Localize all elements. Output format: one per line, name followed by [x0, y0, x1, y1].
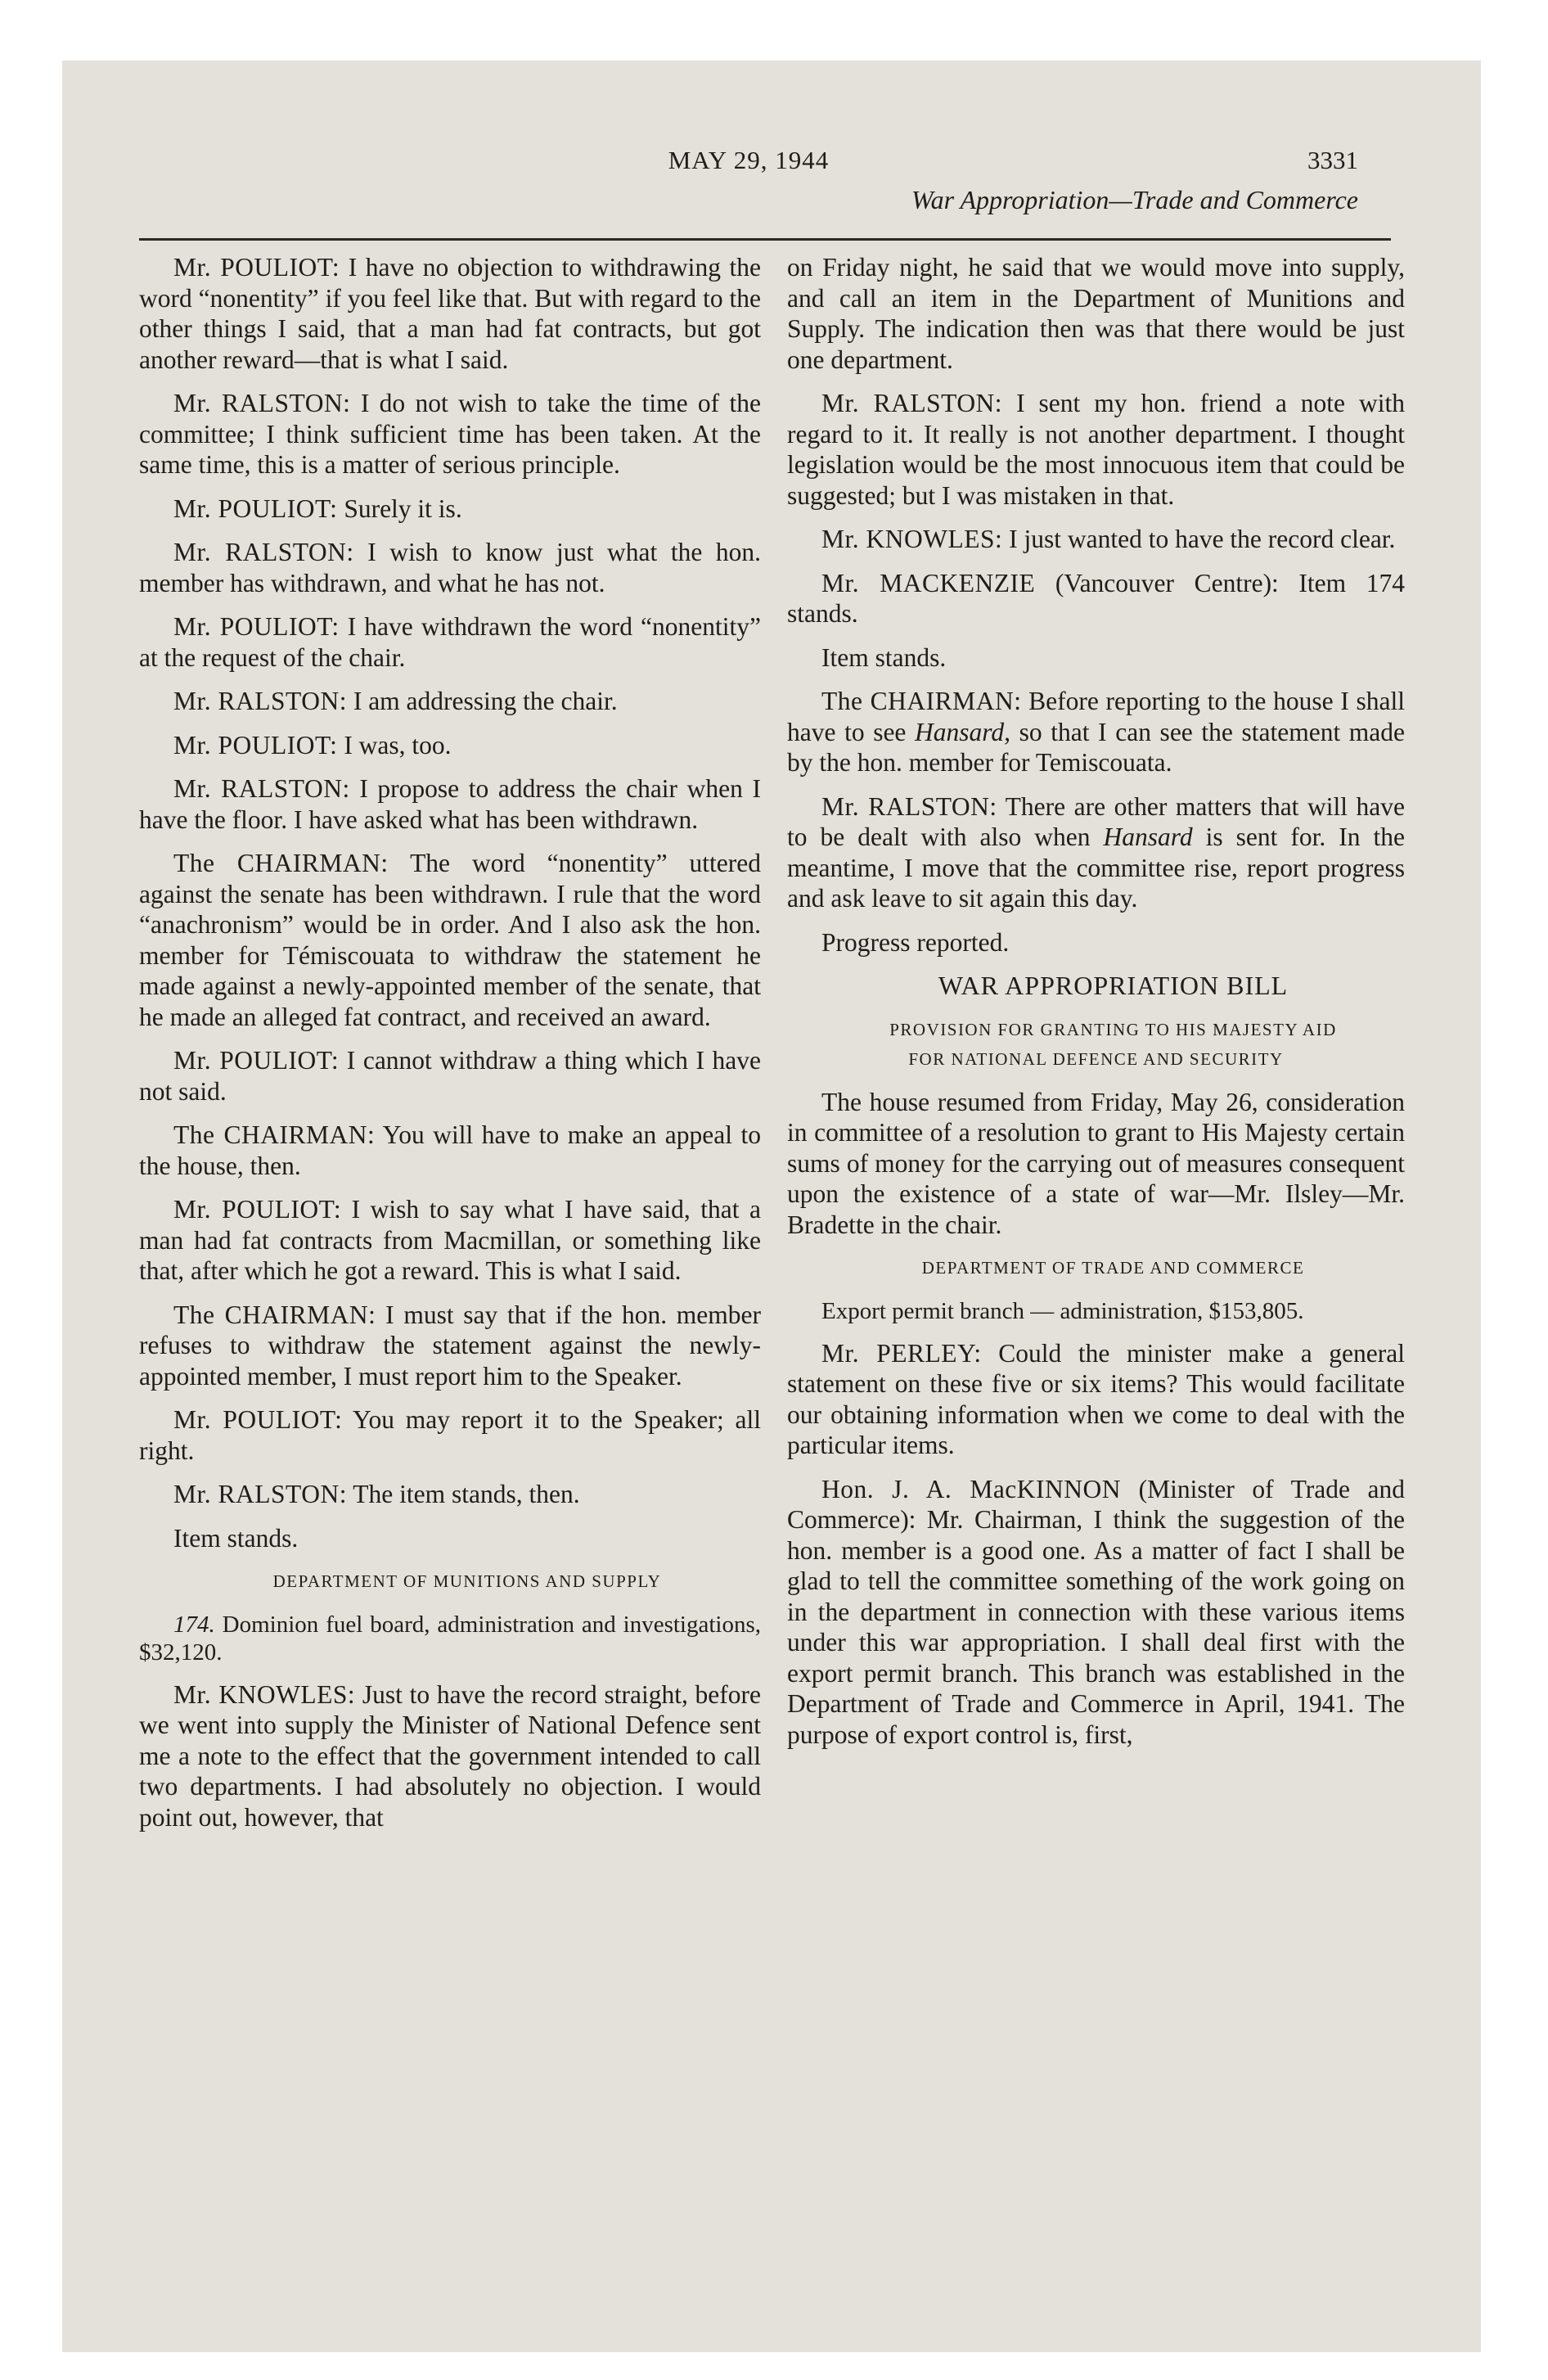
speech-paragraph: [139, 388, 761, 480]
speech-text: I do not wish to take the time of the committee; I think sufficient time has been taken. At the same time, this is a matter of serious principle.: [139, 389, 762, 479]
speaker-name: Mr. PERLEY:: [821, 1338, 982, 1368]
section-heading-trade: DEPARTMENT OF TRADE AND COMMERCE: [921, 1258, 1305, 1278]
speech-paragraph: [787, 388, 1405, 511]
speaker-name: The CHAIRMAN:: [173, 1120, 376, 1149]
speaker-name: Mr. RALSTON:: [173, 538, 354, 566]
speech-text: The word “nonentity” uttered against the senate has been withdrawn. I rule that the word “anachronism” would be in order. And I also ask the hon. member for Témiscouata to withdraw the statement he made against a newly-appointed member of the senate, that he made an alleged fat contract, and received an award.: [139, 849, 761, 1031]
item-text: Dominion fuel board, administration and investigations, $32,120.: [139, 1611, 761, 1666]
bill-subtitle: [787, 1015, 1405, 1074]
bill-subtitle-line2: FOR NATIONAL DEFENCE AND SECURITY: [908, 1048, 1284, 1069]
left-column: [139, 252, 761, 1846]
speech-paragraph: [139, 848, 761, 1032]
bill-intro: The house resumed from Friday, May 26, consideration in committee of a resolution to grant to His Majesty certain sums of money for the carrying out of measures consequent upon the existence of a state of war—Mr. Ilsley—Mr. Bradette in the chair.: [787, 1087, 1405, 1239]
speaker-name: Mr. RALSTON:: [173, 389, 351, 417]
speech-text: I must say that if the hon. member refuses to withdraw the statement against the newly-appointed member, I must report him to the Speaker.: [139, 1300, 762, 1391]
speaker-name: Mr. RALSTON:: [821, 791, 997, 821]
speech-text: I was, too.: [344, 730, 452, 760]
speaker-name: Mr. RALSTON:: [173, 687, 347, 715]
speaker-name: Mr. POULIOT:: [173, 1405, 343, 1434]
speech-text: I have withdrawn the word “nonentity” at the request of the chair.: [139, 612, 762, 672]
speech-text: Could the minister make a general statement on these five or six items? This would facilitate our obtaining information when we come to deal with the particular items.: [787, 1338, 1405, 1459]
speech-text: Item stands.: [821, 642, 947, 672]
speech-text: I wish to say what I have said, that a man had fat contracts from Macmillan, or something like that, after which he got a reward. This is what I said.: [139, 1195, 761, 1285]
speech-paragraph: [787, 252, 1405, 375]
item-number: 174.: [173, 1611, 215, 1638]
left-after-item: [139, 1679, 761, 1833]
italic-term: Hansard,: [915, 717, 1011, 746]
page-header: [139, 146, 1358, 236]
speech-paragraph: [139, 686, 761, 717]
speech-paragraph: [139, 730, 761, 761]
right-paragraphs: [787, 252, 1405, 958]
speaker-name: Mr. MACKENZIE: [821, 568, 1036, 597]
left-paragraphs: [139, 252, 761, 1553]
supply-item-export-permit: Export permit branch — administration, $153,805.: [821, 1297, 1304, 1324]
speech-text-continued: is sent for. In the meantime, I move that the committee rise, report progress and ask leave to sit again this day.: [787, 823, 1406, 913]
speech-text: I cannot withdraw a thing which I have not said.: [139, 1046, 761, 1106]
speaker-name: Mr. RALSTON:: [173, 1480, 347, 1508]
speech-paragraph: [787, 686, 1405, 778]
speech-text: Just to have the record straight, before we went into supply the Minister of National Defence sent me a note to the effect that the government intended to call two departments. I had absolutely no objection. I would point out, however, that: [139, 1679, 761, 1832]
speech-paragraph: [139, 611, 761, 673]
speech-text: on Friday night, he said that we would move into supply, and call an item in the Department of Munitions and Supply. The indication then was that there would be just one department.: [787, 253, 1405, 374]
speech-paragraph: [787, 927, 1405, 958]
speech-paragraph: [139, 1300, 761, 1392]
speaker-name: Hon. J. A. MacKINNON: [821, 1474, 1122, 1503]
bill-subtitle-line1: PROVISION FOR GRANTING TO HIS MAJESTY AID: [889, 1019, 1337, 1039]
italic-term: Hansard: [1103, 823, 1193, 851]
speech-paragraph: [787, 568, 1405, 629]
speech-text: You will have to make an appeal to the house, then.: [139, 1120, 761, 1180]
speech-text: I sent my hon. friend a note with regard to it. It really is not another department. I thought legislation would be the most innocuous item that could be suggested; but I was mistaken in that.: [787, 389, 1406, 510]
header-date: MAY 29, 1944: [668, 146, 830, 174]
right-column: [787, 252, 1405, 1763]
speech-paragraph: [139, 1479, 761, 1510]
speaker-name: Mr. RALSTON:: [821, 389, 1003, 417]
speaker-name: Mr. POULIOT:: [173, 1195, 342, 1224]
speech-paragraph: [139, 1194, 761, 1287]
speech-text: I propose to address the chair when I have the floor. I have asked what has been withdrawn.: [139, 774, 762, 834]
speech-paragraph: [139, 1404, 761, 1466]
speaker-name: Mr. POULIOT:: [173, 612, 340, 641]
speech-paragraph: [787, 1474, 1405, 1751]
speaker-name: The CHAIRMAN:: [173, 1300, 376, 1329]
speaker-name: Mr. RALSTON:: [173, 774, 350, 803]
speech-paragraph: [139, 1120, 761, 1181]
speech-text: (Minister of Trade and Commerce): Mr. Chairman, I think the suggestion of the hon. member is a good one. As a matter of fact I shall be glad to tell the committee something of the work going on in the department in connection with these various items under this war appropriation. I shall deal first with the export permit branch. This branch was established in the Department of Trade and Commerce in April, 1941. The purpose of export control is, first,: [787, 1474, 1405, 1749]
speech-text: I just wanted to have the record clear.: [1009, 525, 1396, 553]
speech-text: Item stands.: [173, 1523, 299, 1553]
speech-text-continued: so that I can see the statement made by the hon. member for Temiscouata.: [787, 717, 1406, 777]
speech-text: Before reporting to the house I shall have to see: [787, 687, 1405, 746]
speech-text: I have no objection to withdrawing the word “nonentity” if you feel like that. But with regard to the other things I said, that a man had fat contracts, but got another reward—that is what I said.: [139, 253, 761, 374]
speech-paragraph: [139, 494, 761, 525]
speech-paragraph: [787, 642, 1405, 674]
speaker-name: Mr. POULIOT:: [173, 730, 338, 760]
speech-paragraph: [139, 1045, 761, 1107]
speech-paragraph: [139, 252, 761, 375]
speech-text: You may report it to the Speaker; all right.: [139, 1405, 762, 1465]
supply-item-174: [139, 1611, 761, 1666]
speech-paragraph: [787, 791, 1405, 914]
speaker-name: The CHAIRMAN:: [173, 849, 389, 877]
speech-paragraph: [139, 1523, 761, 1554]
speech-text: The item stands, then.: [353, 1480, 580, 1508]
page-number: 3331: [1307, 146, 1358, 174]
speaker-name: Mr. POULIOT:: [173, 1046, 340, 1075]
speech-paragraph: [139, 773, 761, 835]
speaker-name: Mr. POULIOT:: [173, 494, 338, 523]
speech-text: I wish to know just what the hon. member has withdrawn, and what he has not.: [139, 538, 761, 597]
running-head: War Appropriation—Trade and Commerce: [911, 185, 1358, 214]
speech-text: Surely it is.: [344, 494, 462, 523]
speaker-name: The CHAIRMAN:: [821, 687, 1022, 715]
speaker-name: Mr. POULIOT:: [173, 253, 340, 282]
speech-paragraph: [787, 1338, 1405, 1461]
speaker-name: Mr. KNOWLES:: [821, 525, 1003, 553]
speech-paragraph: [787, 524, 1405, 555]
speech-text: I am addressing the chair.: [353, 687, 618, 715]
speech-paragraph: [139, 1679, 761, 1833]
right-after-bill: [787, 1338, 1405, 1751]
header-rule: [139, 238, 1391, 241]
speech-paragraph: [139, 537, 761, 598]
speech-text: (Vancouver Centre): Item 174 stands.: [787, 568, 1405, 628]
section-heading-munitions: DEPARTMENT OF MUNITIONS AND SUPPLY: [272, 1571, 662, 1591]
speech-text: There are other matters that will have to be dealt with also when: [787, 791, 1406, 851]
bill-title: WAR APPROPRIATION BILL: [938, 971, 1289, 1000]
speaker-name: Mr. KNOWLES:: [173, 1679, 356, 1709]
speech-text: Progress reported.: [821, 927, 1010, 957]
